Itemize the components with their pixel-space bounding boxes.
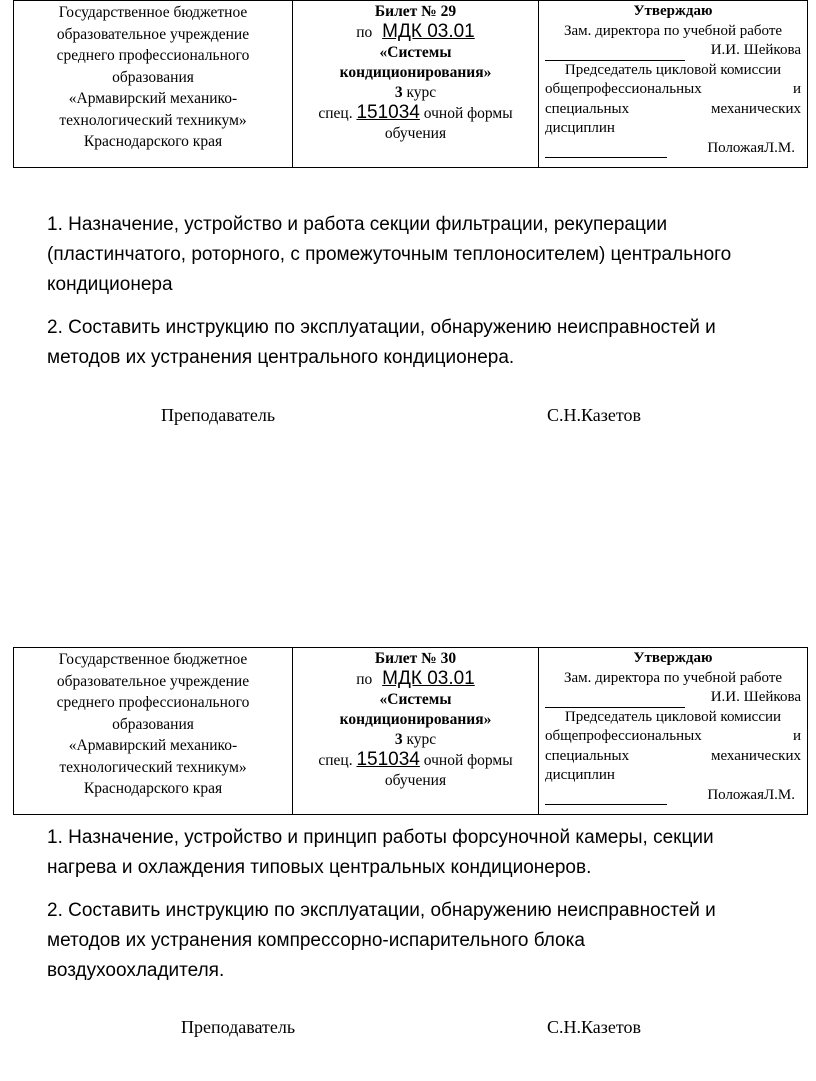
course-line [293,669,538,690]
spec-code: 151034 [356,749,420,770]
chair-title: дисциплин [545,767,615,783]
ticket-title: Билет № 30 [374,650,457,667]
ticket-info-cell [293,1,539,167]
spec-line [293,103,538,124]
institution-line: образовательное учреждение [56,25,250,43]
deputy-signature-row [545,41,801,61]
institution-line: «Армавирский механико- [68,737,238,754]
teacher-name: С.Н.Казетов [547,405,641,425]
subject-line: кондиционирования» [339,64,492,81]
signature-line [545,695,685,708]
approval-cell [539,648,807,814]
deputy-name: И.И. Шейкова [710,689,801,705]
institution-line: образования [112,715,194,733]
institution-cell [14,1,293,167]
po-label: по [356,24,373,41]
signature-line [545,792,667,805]
spec-label: спец. [318,752,353,769]
institution-line: Краснодарского края [83,133,223,150]
deputy-signature-row [545,688,801,708]
approval-title: Утверждаю [633,650,713,666]
subject-line: «Системы [379,691,452,708]
po-label: по [356,671,373,688]
course-line [293,22,538,43]
chair-name: ПоложаяЛ.М. [707,139,795,156]
approval-title: Утверждаю [633,3,713,19]
institution-line: образовательное учреждение [56,672,250,690]
chair-signature-row [545,786,801,806]
chair-title: Председатель цикловой комиссии [564,708,782,725]
chair-signature-row [545,139,801,159]
subject-line: «Системы [379,44,452,61]
spec-label: спец. [318,105,353,122]
chair-name: ПоложаяЛ.М. [707,786,795,803]
institution-line: технологический техникум» [59,111,247,129]
question-2: 2. Составить инструкцию по эксплуатации, обнаружению неисправностей и методов их устранения компрессорно-испарительного блока воздухоохладителя. [47,900,716,981]
teacher-label: Преподаватель [181,1017,296,1037]
ticket-title: Билет № 29 [374,3,457,20]
spec-code: 151034 [356,102,420,123]
deputy-title: Зам. директора по учебной работе [563,669,783,686]
signature-line [545,145,667,158]
institution-line: технологический техникум» [59,758,247,776]
institution-line: Государственное бюджетное [58,4,248,21]
spec-line [293,750,538,771]
chair-title: общепрофессиональных и [545,728,801,744]
chair-title: специальных механических [545,100,801,117]
institution-cell [14,648,293,814]
year-label: курс [402,84,437,101]
form-label-2: обучения [384,772,447,789]
chair-title: Председатель цикловой комиссии [564,61,782,78]
question-1: 1. Назначение, устройство и принцип работы форсуночной камеры, секции нагрева и охлаждения типовых центральных кондиционеров. [47,827,714,878]
year-number: 3 [394,731,403,748]
chair-title: дисциплин [545,120,615,136]
year-line [293,83,538,103]
institution-line: Краснодарского края [83,780,223,797]
teacher-name: С.Н.Казетов [547,1017,641,1037]
institution-line: «Армавирский механико- [68,90,238,107]
approval-cell [539,1,807,167]
ticket-header-table [13,647,808,815]
institution-line: среднего профессионального [56,694,250,711]
question-1: 1. Назначение, устройство и работа секции фильтрации, рекуперации (пластинчатого, роторного, с промежуточным теплоносителем) центрального кондиционера [47,214,732,295]
subject-line: кондиционирования» [339,711,492,728]
form-label: очной формы [423,105,513,122]
institution-line: Государственное бюджетное [58,651,248,668]
form-label-2: обучения [384,125,447,142]
question-2: 2. Составить инструкцию по эксплуатации, обнаружению неисправностей и методов их устранения центрального кондиционера. [47,317,716,368]
year-number: 3 [394,84,403,101]
ticket-info-cell [293,648,539,814]
signature-line [545,48,685,61]
course-code: МДК 03.01 [382,668,475,689]
course-code: МДК 03.01 [382,21,475,42]
teacher-label: Преподаватель [161,405,276,425]
year-label: курс [402,731,437,748]
chair-title: специальных механических [545,747,801,764]
institution-line: образования [112,68,194,86]
institution-line: среднего профессионального [56,47,250,64]
deputy-title: Зам. директора по учебной работе [563,22,783,39]
chair-title: общепрофессиональных и [545,81,801,97]
ticket-header-table [13,0,808,168]
form-label: очной формы [423,752,513,769]
deputy-name: И.И. Шейкова [710,42,801,58]
year-line [293,730,538,750]
